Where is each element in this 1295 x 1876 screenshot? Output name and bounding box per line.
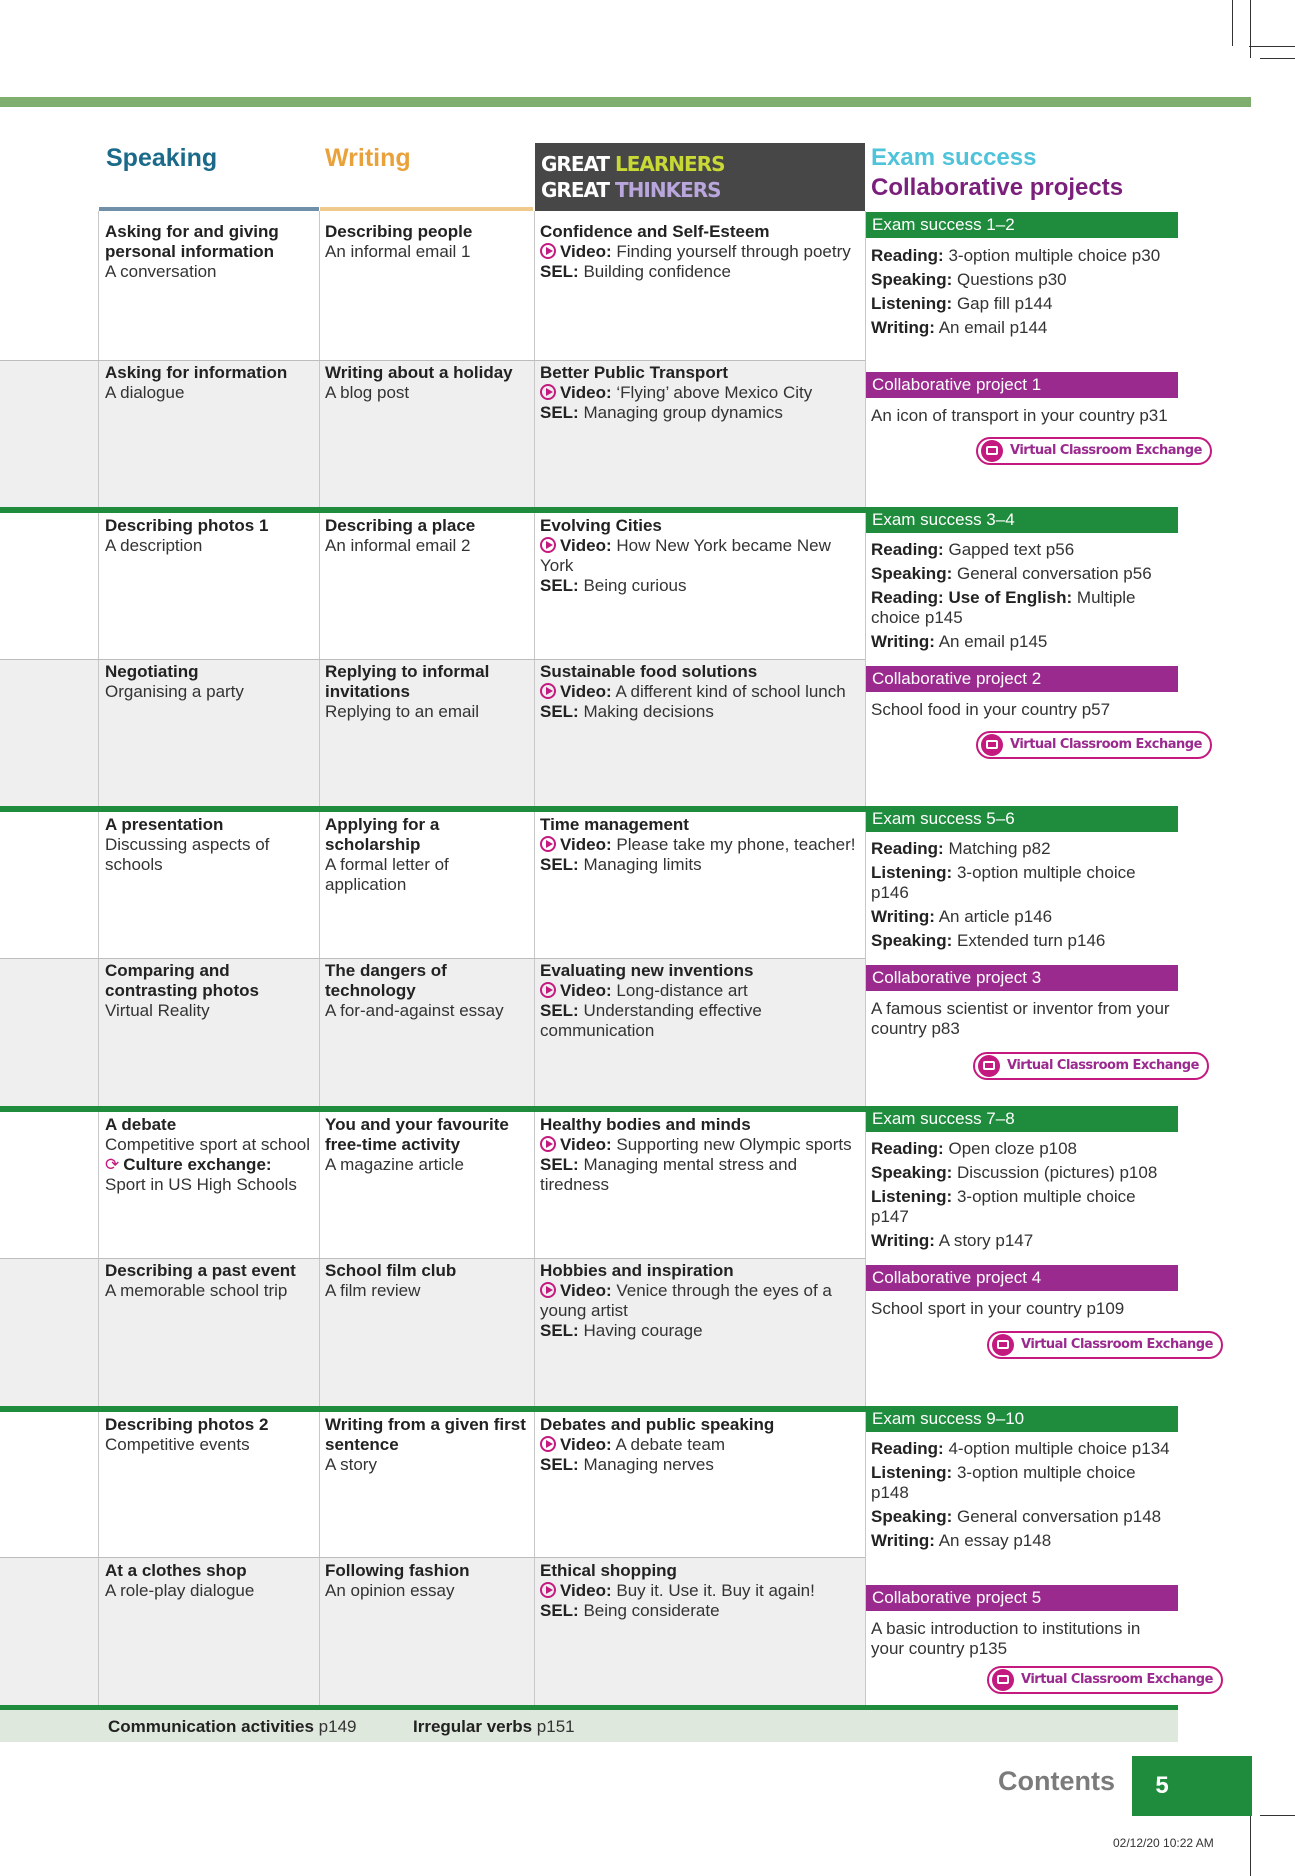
speaking-cell	[105, 363, 315, 403]
thinkers-cell	[540, 662, 860, 722]
vce-screen-icon	[992, 1334, 1014, 1356]
thinkers-title: Evolving Cities	[540, 516, 662, 535]
sel-line: SEL: Having courage	[540, 1321, 703, 1340]
video-line: Video: How New York became New York	[540, 536, 831, 575]
sel-text: Managing nerves	[583, 1455, 714, 1474]
video-line: Video: A different kind of school lunch	[540, 682, 860, 702]
virtual-classroom-exchange-badge[interactable]: Virtual Classroom Exchange	[987, 1666, 1223, 1694]
exam-item: Listening: 3-option multiple choice p146	[871, 863, 1136, 902]
writing-heading: Writing	[325, 144, 411, 172]
speaking-subtitle: A conversation	[105, 262, 217, 281]
exam-list	[871, 540, 1176, 652]
exam-list	[871, 246, 1176, 338]
exam-list	[871, 1439, 1176, 1551]
writing-cell	[325, 1261, 530, 1301]
exam-item: Speaking: General conversation p56	[871, 564, 1152, 583]
sel-text: Making decisions	[583, 702, 714, 721]
speaking-subtitle: A memorable school trip	[105, 1281, 288, 1300]
writing-title: You and your favourite free-time activity	[325, 1115, 509, 1154]
speaking-title: Describing a past event	[105, 1261, 296, 1280]
exam-item: Reading: Gapped text p56	[871, 540, 1075, 559]
thinkers-title: Debates and public speaking	[540, 1415, 775, 1434]
video-line: Video: ‘Flying’ above Mexico City	[540, 383, 860, 403]
sel-text: Building confidence	[583, 262, 731, 281]
sel-line: SEL: Managing mental stress and tiredness	[540, 1155, 798, 1194]
exam-success-bar: Exam success 7–8	[866, 1106, 1178, 1132]
exam-success-heading: Exam success	[871, 144, 1037, 171]
video-title: Please take my phone, teacher!	[616, 835, 856, 854]
exam-success-bar: Exam success 5–6	[866, 806, 1178, 832]
exam-item: Reading: Use of English: Multiple choice p145	[871, 588, 1136, 627]
writing-subtitle: Replying to an email	[325, 702, 480, 721]
culture-exchange-icon: ⟳	[105, 1155, 120, 1174]
video-title: A different kind of school lunch	[615, 682, 846, 701]
video-title: ‘Flying’ above Mexico City	[616, 383, 813, 402]
sel-line: SEL: Understanding effective communication	[540, 1001, 762, 1040]
collab-project-bar: Collaborative project 2	[866, 666, 1178, 692]
speaking-title: Describing photos 1	[105, 516, 269, 535]
play-icon[interactable]	[540, 1136, 556, 1152]
sel-text: Managing mental stress and tiredness	[540, 1155, 798, 1194]
speaking-subtitle: Virtual Reality	[105, 1001, 210, 1020]
exam-item: Speaking: Questions p30	[871, 270, 1067, 289]
vce-screen-icon	[978, 1055, 1000, 1077]
column-divider	[865, 211, 866, 1708]
virtual-classroom-exchange-badge[interactable]: Virtual Classroom Exchange	[973, 1052, 1209, 1080]
speaking-heading: Speaking	[106, 144, 218, 172]
play-icon[interactable]	[540, 1582, 556, 1598]
collab-project-bar: Collaborative project 5	[866, 1585, 1178, 1611]
exam-item: Speaking: Discussion (pictures) p108	[871, 1163, 1158, 1182]
sel-line: SEL: Managing group dynamics	[540, 403, 783, 422]
play-icon[interactable]	[540, 1282, 556, 1298]
video-title: Long-distance art	[616, 981, 748, 1000]
thinkers-cell	[540, 815, 860, 875]
exam-success-bar: Exam success 3–4	[866, 507, 1178, 533]
collab-project-text: A basic introduction to institutions in your country p135	[871, 1619, 1141, 1658]
writing-cell	[325, 1415, 530, 1475]
virtual-classroom-exchange-badge[interactable]: Virtual Classroom Exchange	[987, 1331, 1223, 1359]
video-title: How New York became New York	[540, 536, 831, 575]
thinkers-cell	[540, 516, 860, 596]
gl-great-word: GREAT	[541, 152, 610, 176]
writing-subtitle: A film review	[325, 1281, 421, 1300]
writing-cell	[325, 1115, 530, 1175]
writing-subtitle: A blog post	[325, 383, 410, 402]
video-line: Video: Please take my phone, teacher!	[540, 835, 860, 855]
speaking-cell	[105, 961, 315, 1021]
culture-exchange-line: ⟳ Culture exchange:	[105, 1155, 272, 1174]
video-title: Supporting new Olympic sports	[616, 1135, 852, 1154]
play-icon[interactable]	[540, 836, 556, 852]
sel-text: Managing group dynamics	[583, 403, 783, 422]
speaking-title: Describing photos 2	[105, 1415, 269, 1434]
exam-item: Listening: Gap fill p144	[871, 294, 1053, 313]
row-divider	[0, 360, 865, 361]
speaking-cell	[105, 1261, 315, 1301]
gl-learners-word: LEARNERS	[615, 152, 725, 176]
collab-project-bar: Collaborative project 1	[866, 372, 1178, 398]
thinkers-title: Hobbies and inspiration	[540, 1261, 734, 1280]
top-rule	[0, 97, 1251, 107]
collab-project-bar: Collaborative project 4	[866, 1265, 1178, 1291]
speaking-cell	[105, 1415, 315, 1455]
sel-line: SEL: Managing nerves	[540, 1455, 714, 1474]
row-divider	[0, 1258, 865, 1259]
row-divider	[0, 1557, 865, 1558]
writing-title: Replying to informal invitations	[325, 662, 490, 701]
crop-mark	[1260, 58, 1295, 59]
writing-subtitle: An informal email 2	[325, 536, 471, 555]
irregular-verbs-ref: Irregular verbs p151	[413, 1717, 575, 1736]
play-icon[interactable]	[540, 982, 556, 998]
exam-list	[871, 1139, 1176, 1251]
exam-item: Writing: An email p145	[871, 632, 1048, 651]
writing-subtitle: A for-and-against essay	[325, 1001, 504, 1020]
row-divider	[0, 659, 865, 660]
thinkers-cell	[540, 1415, 860, 1475]
speaking-subtitle: Discussing aspects of schools	[105, 835, 270, 874]
speaking-underline	[99, 207, 319, 211]
print-timestamp: 02/12/20 10:22 AM	[1113, 1836, 1214, 1850]
contents-label: Contents	[998, 1766, 1115, 1796]
writing-underline	[320, 207, 533, 211]
speaking-cell	[105, 1561, 315, 1601]
speaking-cell	[105, 815, 315, 875]
writing-subtitle: A formal letter of application	[325, 855, 449, 894]
speaking-title: At a clothes shop	[105, 1561, 247, 1580]
video-title: Venice through the eyes of a young artist	[540, 1281, 832, 1320]
exam-item: Writing: A story p147	[871, 1231, 1034, 1250]
collab-project-text: School food in your country p57	[871, 700, 1111, 719]
play-icon[interactable]	[540, 537, 556, 553]
exam-item: Writing: An essay p148	[871, 1531, 1052, 1550]
writing-title: Following fashion	[325, 1561, 470, 1580]
speaking-cell	[105, 516, 315, 556]
exam-item: Reading: 4-option multiple choice p134	[871, 1439, 1170, 1458]
video-line: Video: Buy it. Use it. Buy it again!	[540, 1581, 860, 1601]
exam-item: Reading: 3-option multiple choice p30	[871, 246, 1161, 265]
writing-cell	[325, 662, 530, 722]
thinkers-cell	[540, 222, 860, 282]
writing-cell	[325, 961, 530, 1021]
thinkers-cell	[540, 363, 860, 423]
writing-cell	[325, 516, 530, 556]
collab-project-text: An icon of transport in your country p31	[871, 406, 1168, 425]
vce-screen-icon	[981, 440, 1003, 462]
exam-item: Listening: 3-option multiple choice p148	[871, 1463, 1136, 1502]
thinkers-title: Sustainable food solutions	[540, 662, 758, 681]
thinkers-title: Time management	[540, 815, 689, 834]
crop-mark	[1232, 0, 1233, 46]
writing-cell	[325, 1561, 530, 1601]
writing-cell	[325, 815, 530, 895]
sel-line: SEL: Making decisions	[540, 702, 714, 721]
video-title: A debate team	[615, 1435, 726, 1454]
writing-subtitle: An opinion essay	[325, 1581, 455, 1600]
writing-cell	[325, 363, 530, 403]
speaking-title: Asking for information	[105, 363, 288, 382]
speaking-subtitle: Competitive events	[105, 1435, 250, 1454]
culture-exchange-text: Sport in US High Schools	[105, 1175, 297, 1194]
writing-subtitle: A story	[325, 1455, 377, 1474]
speaking-title: Comparing and contrasting photos	[105, 961, 259, 1000]
exam-item: Reading: Matching p82	[871, 839, 1051, 858]
play-icon[interactable]	[540, 243, 556, 259]
speaking-title: A debate	[105, 1115, 177, 1134]
thinkers-cell	[540, 1261, 860, 1341]
writing-title: Writing about a holiday	[325, 363, 513, 382]
writing-subtitle: An informal email 1	[325, 242, 471, 261]
virtual-classroom-exchange-badge[interactable]: Virtual Classroom Exchange	[976, 731, 1212, 759]
crop-mark	[1249, 46, 1295, 47]
writing-title: Applying for a scholarship	[325, 815, 440, 854]
collab-project-text: A famous scientist or inventor from your country p83	[871, 999, 1170, 1038]
thinkers-title: Confidence and Self-Esteem	[540, 222, 770, 241]
gl-great-word: GREAT	[541, 178, 610, 202]
speaking-title: Negotiating	[105, 662, 199, 681]
speaking-cell	[105, 1115, 315, 1195]
exam-item: Reading: Open cloze p108	[871, 1139, 1078, 1158]
column-divider	[534, 211, 535, 1708]
writing-title: School film club	[325, 1261, 457, 1280]
writing-subtitle: A magazine article	[325, 1155, 464, 1174]
video-line: Video: Long-distance art	[540, 981, 860, 1001]
vce-screen-icon	[981, 734, 1003, 756]
video-line: Video: A debate team	[540, 1435, 860, 1455]
crop-mark	[1250, 0, 1251, 58]
sel-text: Understanding effective communication	[540, 1001, 762, 1040]
writing-title: Describing a place	[325, 516, 476, 535]
collab-project-text: School sport in your country p109	[871, 1299, 1125, 1318]
collaborative-projects-heading: Collaborative projects	[871, 174, 1124, 201]
row-divider	[0, 958, 865, 959]
exam-success-bar: Exam success 9–10	[866, 1406, 1178, 1432]
collab-project-bar: Collaborative project 3	[866, 965, 1178, 991]
speaking-subtitle: Organising a party	[105, 682, 244, 701]
speaking-subtitle: A dialogue	[105, 383, 185, 402]
column-divider	[319, 211, 320, 1708]
play-icon[interactable]	[540, 1436, 556, 1452]
speaking-title: Asking for and giving personal information	[105, 222, 279, 261]
gl-thinkers-word: THINKERS	[615, 178, 721, 202]
thinkers-title: Evaluating new inventions	[540, 961, 754, 980]
thinkers-cell	[540, 1561, 860, 1621]
sel-line: SEL: Building confidence	[540, 262, 731, 281]
video-line: Video: Finding yourself through poetry	[540, 242, 860, 262]
writing-title: The dangers of technology	[325, 961, 447, 1000]
sel-text: Having courage	[583, 1321, 703, 1340]
thinkers-title: Better Public Transport	[540, 363, 728, 382]
communication-activities-ref: Communication activities p149	[108, 1717, 357, 1736]
video-title: Buy it. Use it. Buy it again!	[616, 1581, 815, 1600]
writing-title: Writing from a given first sentence	[325, 1415, 526, 1454]
great-learners-thinkers-banner	[535, 143, 865, 211]
video-title: Finding yourself through poetry	[616, 242, 851, 261]
page-number: 5	[1132, 1756, 1252, 1816]
crop-mark	[1250, 1814, 1251, 1876]
column-divider	[98, 211, 99, 1708]
video-line: Video: Supporting new Olympic sports	[540, 1135, 860, 1155]
speaking-title: A presentation	[105, 815, 224, 834]
writing-cell	[325, 222, 530, 262]
thinkers-title: Healthy bodies and minds	[540, 1115, 751, 1134]
crop-mark	[1260, 1815, 1295, 1816]
exam-item: Speaking: General conversation p148	[871, 1507, 1162, 1526]
speaking-cell	[105, 662, 315, 702]
thinkers-title: Ethical shopping	[540, 1561, 677, 1580]
speaking-cell	[105, 222, 315, 282]
sel-line: SEL: Managing limits	[540, 855, 702, 874]
speaking-subtitle: A description	[105, 536, 203, 555]
vce-screen-icon	[992, 1669, 1014, 1691]
sel-line: SEL: Being curious	[540, 576, 687, 595]
sel-text: Managing limits	[583, 855, 702, 874]
sel-text: Being curious	[583, 576, 687, 595]
exam-item: Writing: An email p144	[871, 318, 1048, 337]
video-line: Video: Venice through the eyes of a young artist	[540, 1281, 832, 1320]
exam-item: Listening: 3-option multiple choice p147	[871, 1187, 1136, 1226]
exam-success-bar: Exam success 1–2	[866, 212, 1178, 238]
sel-line: SEL: Being considerate	[540, 1601, 720, 1620]
play-icon[interactable]	[540, 683, 556, 699]
speaking-subtitle: Competitive sport at school	[105, 1135, 311, 1154]
play-icon[interactable]	[540, 384, 556, 400]
speaking-subtitle: A role-play dialogue	[105, 1581, 255, 1600]
thinkers-cell	[540, 1115, 860, 1195]
sel-text: Being considerate	[583, 1601, 720, 1620]
exam-list	[871, 839, 1176, 951]
thinkers-cell	[540, 961, 860, 1041]
virtual-classroom-exchange-badge[interactable]: Virtual Classroom Exchange	[976, 437, 1212, 465]
exam-item: Writing: An article p146	[871, 907, 1053, 926]
exam-item: Speaking: Extended turn p146	[871, 931, 1106, 950]
writing-title: Describing people	[325, 222, 473, 241]
